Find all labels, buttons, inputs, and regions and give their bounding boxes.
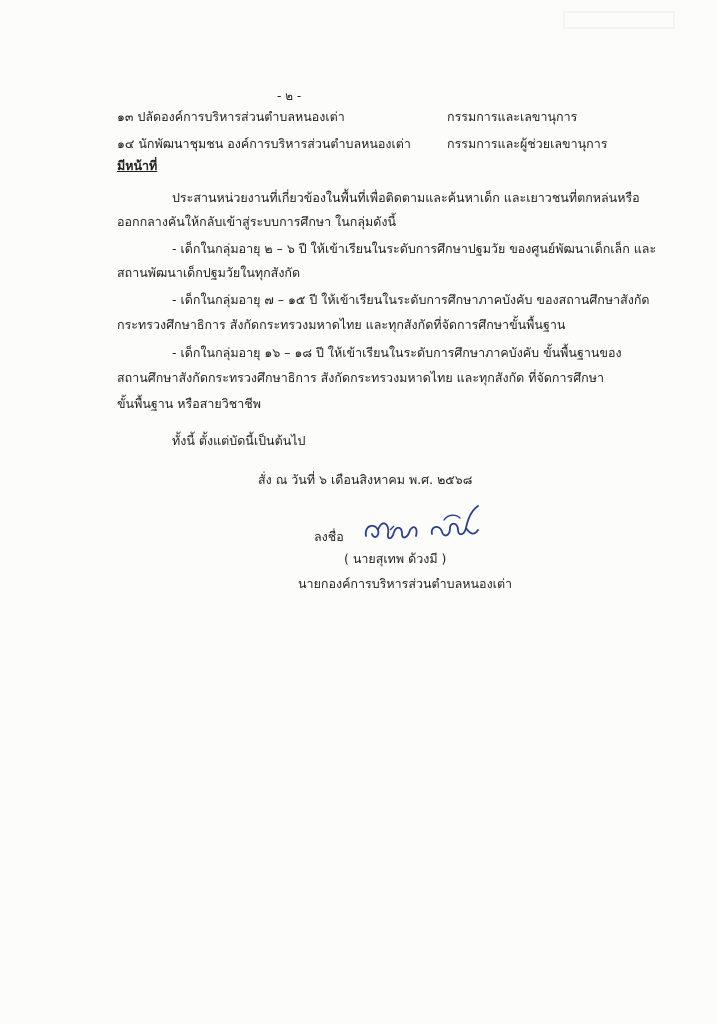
- effective-statement: ทั้งนี้ ตั้งแต่บัดนี้เป็นต้นไป: [172, 433, 306, 448]
- group2-line-1: - เด็กในกลุ่มอายุ ๗ – ๑๕ ปี ให้เข้าเรียนในระดับการศึกษาภาคบังคับ ของสถานศึกษาสังกัด: [172, 292, 650, 307]
- group3-line-2: สถานศึกษาสังกัดกระทรวงศึกษาธิการ สังกัดกระทรวงมหาดไทย และทุกสังกัด ที่จัดการศึกษา: [117, 370, 604, 385]
- faint-bleedthrough-mark: [560, 6, 680, 34]
- intro-line-1: ประสานหน่วยงานที่เกี่ยวข้องในพื้นที่เพื่อติดตามและค้นหาเด็ก และเยาวชนที่ตกหล่นหรือ: [172, 190, 640, 205]
- group3-line-1: - เด็กในกลุ่มอายุ ๑๖ – ๑๘ ปี ให้เข้าเรียนในระดับการศึกษาภาคบังคับ ขั้นพื้นฐานของ: [172, 345, 622, 360]
- given-date: สั่ง ณ วันที่ ๖ เดือนสิงหาคม พ.ศ. ๒๕๖๘: [258, 472, 473, 487]
- committee-role-14: กรรมการและผู้ช่วยเลขานุการ: [447, 136, 608, 151]
- group2-line-2: กระทรวงศึกษาธิการ สังกัดกระทรวงมหาดไทย และทุกสังกัดที่จัดการศึกษาขั้นพื้นฐาน: [117, 317, 566, 332]
- group1-line-1: - เด็กในกลุ่มอายุ ๒ – ๖ ปี ให้เข้าเรียนในระดับการศึกษาปฐมวัย ของศูนย์พัฒนาเด็กเล็ก และ: [172, 241, 657, 256]
- intro-line-2: ออกกลางคันให้กลับเข้าสู่ระบบการศึกษา ในกลุ่มดังนี้: [117, 214, 397, 229]
- duties-heading: มีหน้าที่: [117, 158, 158, 173]
- group1-line-2: สถานพัฒนาเด็กปฐมวัยในทุกสังกัด: [117, 265, 301, 280]
- group3-line-3: ขั้นพื้นฐาน หรือสายวิชาชีพ: [117, 396, 261, 411]
- committee-member-14: ๑๔ นักพัฒนาชุมชน องค์การบริหารส่วนตำบลหนองเต่า: [117, 136, 411, 151]
- handwritten-signature: [360, 500, 500, 550]
- committee-member-13: ๑๓ ปลัดองค์การบริหารส่วนตำบลหนองเต่า: [117, 109, 345, 124]
- committee-role-13: กรรมการและเลขานุการ: [447, 109, 578, 124]
- signer-name: ( นายสุเทพ ด้วงมี ): [344, 551, 447, 566]
- page-number: - ๒ -: [277, 89, 302, 103]
- signer-position: นายกองค์การบริหารส่วนตำบลหนองเต่า: [298, 576, 513, 591]
- signature-label: ลงชื่อ: [314, 529, 344, 544]
